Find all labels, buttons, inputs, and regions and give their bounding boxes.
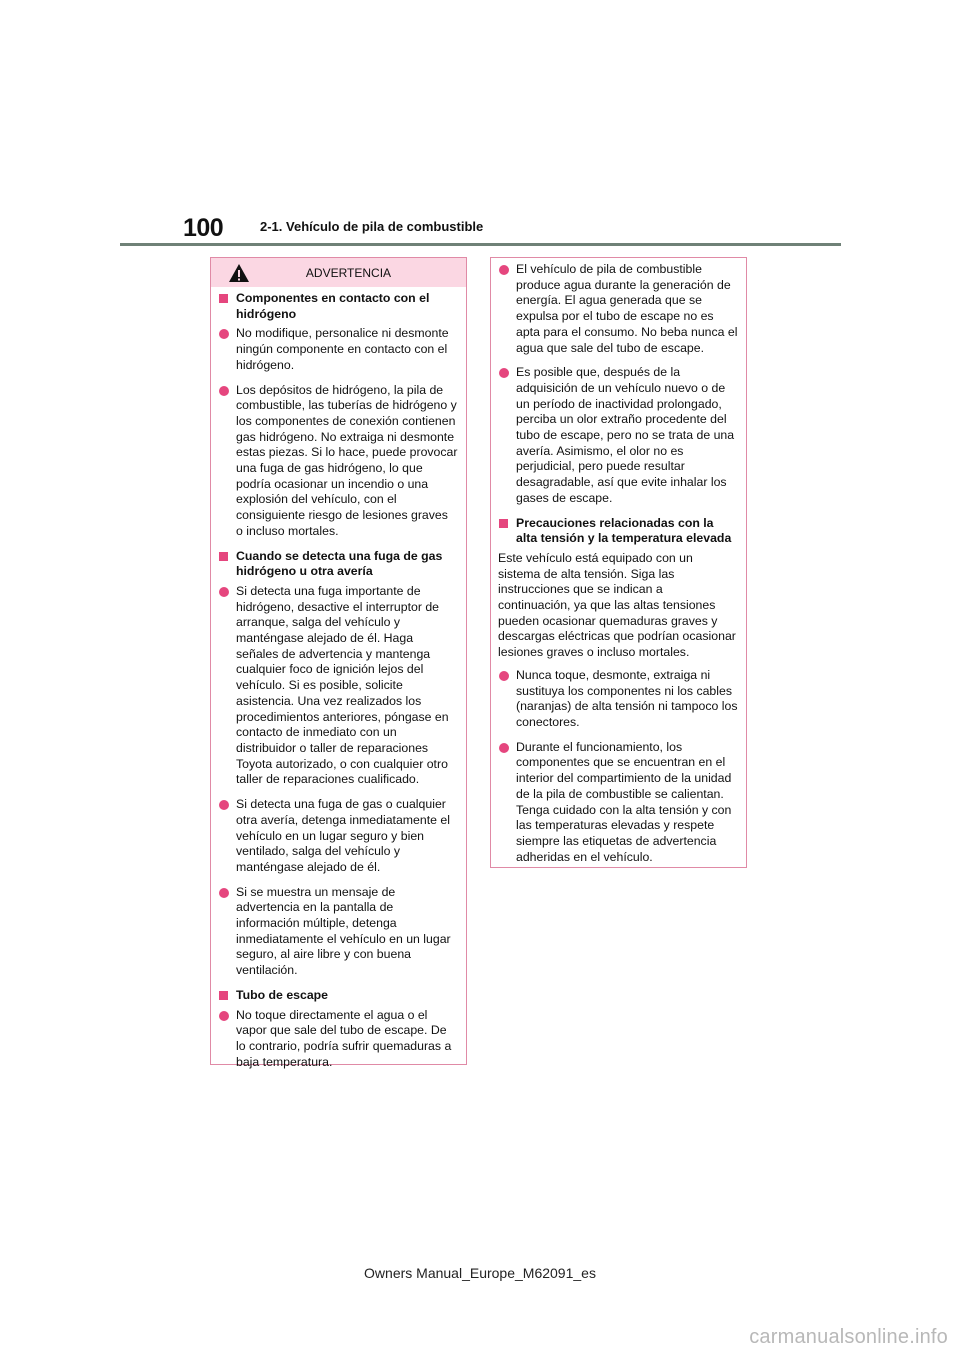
subheading-text: Componentes en contacto con el hidrógeno	[236, 291, 430, 321]
footer-manual-id: Owners Manual_Europe_M62091_es	[364, 1265, 596, 1281]
square-bullet-icon	[219, 991, 228, 1000]
round-bullet-icon	[219, 386, 229, 396]
warning-bullet-item	[498, 365, 746, 506]
round-bullet-icon	[219, 888, 229, 898]
subheading-text: Cuando se detecta una fuga de gas hidrógeno u otra avería	[236, 548, 443, 579]
round-bullet-icon	[499, 743, 509, 753]
warning-title: ADVERTENCIA	[305, 266, 392, 280]
warning-right-content	[491, 262, 746, 865]
round-bullet-icon	[219, 329, 229, 339]
bullet-text: Los depósitos de hidrógeno, la pila de combustible, las tuberías de hidrógeno y los componentes de conexión contienen gas hidrógeno. No extraiga ni desmonte estas piezas. Si lo hace, puede provocar una fuga de gas hidrógeno, lo que podría ocasionar un incendio o una explosión del vehículo, con el consiguiente riesgo de lesiones graves o incluso mortales.	[236, 382, 458, 538]
header-divider	[120, 243, 841, 246]
warning-bullet-item	[498, 262, 746, 356]
subheading-text: Tubo de escape	[236, 987, 329, 1002]
round-bullet-icon	[219, 587, 229, 597]
square-bullet-icon	[219, 294, 228, 303]
warning-box-left	[210, 257, 467, 1069]
square-bullet-icon	[499, 519, 508, 528]
round-bullet-icon	[499, 671, 509, 681]
bullet-text: Si se muestra un mensaje de advertencia en la pantalla de información múltiple, detenga inmediatamente el vehículo en un lugar seguro, al aire libre y con buena ventilación.	[236, 884, 451, 978]
warning-bullet-item	[218, 797, 466, 876]
warning-bullet-item	[498, 668, 746, 731]
bullet-text: Es posible que, después de la adquisición de un vehículo nuevo o de un período de inactividad prolongado, perciba un olor extraño procedente del tubo de escape, pero no se trata de una avería. Asimismo, el olor no es perjudicial, pero puede resultar desagradable, así que evite inhalar los gases de escape.	[516, 365, 735, 505]
round-bullet-icon	[499, 368, 509, 378]
bullet-text: Nunca toque, desmonte, extraiga ni sustituya los componentes ni los cables (naranjas) de alta tensión ni tampoco los conectores.	[516, 667, 738, 729]
bullet-text: Durante el funcionamiento, los componentes que se encuentran en el interior del compartimiento de la unidad de la pila de combustible se calientan. Tenga cuidado con la alta tensión y con las temperaturas elevadas y respete siempre las etiquetas de advertencia adheridas en el vehículo.	[516, 739, 732, 864]
warning-bullet-item	[498, 740, 746, 866]
warning-subheading	[218, 291, 466, 322]
round-bullet-icon	[219, 800, 229, 810]
bullet-text: No modifique, personalice ni desmonte ningún componente en contacto con el hidrógeno.	[236, 326, 449, 372]
warning-bullet-item	[218, 326, 466, 373]
warning-triangle-icon	[228, 263, 250, 283]
warning-bullet-item	[218, 1008, 466, 1071]
warning-subheading	[218, 549, 466, 580]
bullet-text: Si detecta una fuga de gas o cualquier otra avería, detenga inmediatamente el vehículo en un lugar seguro y bien ventilado, salga del vehículo y manténgase alejado de él.	[236, 797, 450, 874]
round-bullet-icon	[219, 1011, 229, 1021]
bullet-text: El vehículo de pila de combustible produce agua durante la generación de energía. El agua generada que se expulsa por el tubo de escape no es apta para el consumo. No beba nunca el agua que sale del tubo de escape.	[516, 262, 738, 355]
watermark: carmanualsonline.info	[749, 1326, 948, 1348]
section-title: 2-1. Vehículo de pila de combustible	[260, 219, 484, 234]
warning-box-right	[490, 257, 747, 868]
warning-left-content	[211, 291, 466, 1070]
bullet-text: No toque directamente el agua o el vapor que sale del tubo de escape. De lo contrario, podría sufrir quemaduras a baja temperatura.	[236, 1007, 452, 1069]
warning-bullet-item	[218, 584, 466, 788]
bullet-text: Si detecta una fuga importante de hidrógeno, desactive el interruptor de arranque, salga del vehículo y manténgase alejado de él. Haga señales de advertencia y mantenga cualquier foco de ignición lejos del vehículo. Si es posible, solicite asistencia. Una vez realizados los procedimientos anteriores, póngase en contacto de inmediato con un distribuidor o taller de reparaciones Toyota autorizado, o con cualquier otro taller de reparaciones cualificado.	[236, 583, 449, 787]
warning-bullet-item	[218, 383, 466, 540]
page-number: 100	[183, 214, 224, 242]
square-bullet-icon	[219, 552, 228, 561]
round-bullet-icon	[499, 265, 509, 275]
warning-header	[211, 258, 466, 287]
warning-bullet-item	[218, 885, 466, 979]
warning-subheading	[498, 516, 746, 547]
warning-subheading	[218, 988, 466, 1004]
warning-paragraph: Este vehículo está equipado con un sistema de alta tensión. Siga las instrucciones que se indican a continuación, ya que las altas tensiones pueden ocasionar quemaduras graves y descargas eléctricas que podrían ocasionar lesiones graves o incluso mortales.	[498, 550, 736, 660]
subheading-text: Precauciones relacionadas con la alta tensión y la temperatura elevada	[516, 515, 732, 546]
